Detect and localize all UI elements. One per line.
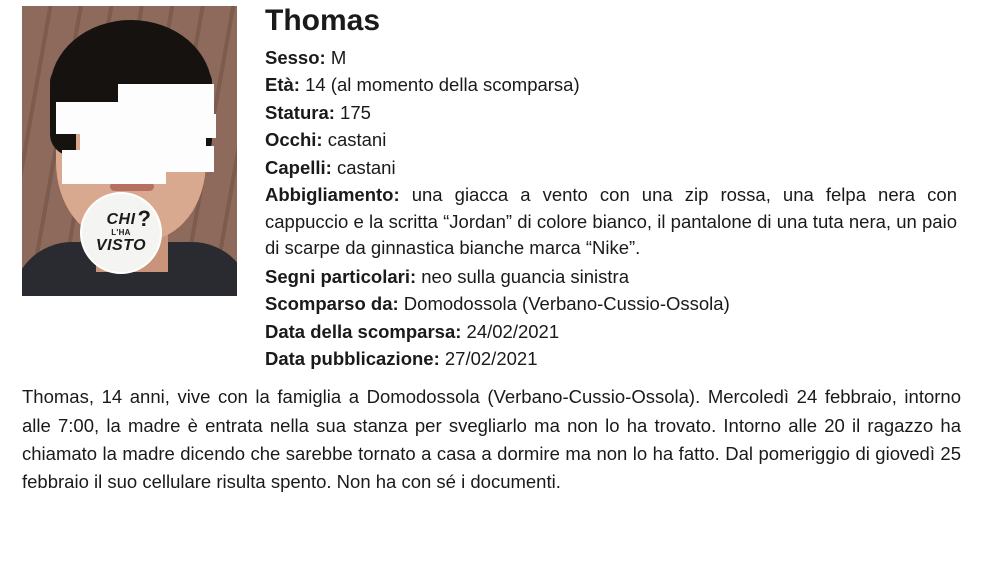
field-label: Occhi:: [265, 129, 323, 151]
field-value: castani: [327, 129, 387, 151]
field-capelli: [265, 155, 957, 181]
logo-line-3: VISTO: [95, 237, 147, 255]
field-value: 14 (al momento della scomparsa): [305, 74, 580, 96]
field-eta: [265, 72, 957, 98]
field-label: Capelli:: [265, 156, 332, 178]
logo-line-1: CHI: [106, 210, 136, 228]
field-label: Data della scomparsa:: [265, 320, 462, 342]
field-value: 24/02/2021: [466, 320, 560, 342]
field-label: Abbigliamento:: [265, 184, 400, 206]
page-title: Thomas: [265, 4, 381, 37]
field-label: Statura:: [265, 101, 335, 123]
field-value: M: [330, 47, 347, 68]
field-abbigliamento: [265, 182, 957, 261]
field-label: Età:: [265, 74, 300, 96]
field-label: Scomparso da:: [265, 293, 399, 315]
field-data-scomparsa: [265, 319, 957, 345]
field-statura: [265, 100, 957, 126]
field-label: Segni particolari:: [265, 265, 417, 287]
person-photo: [22, 6, 237, 296]
field-segni-particolari: [265, 264, 957, 290]
field-label: Sesso:: [265, 47, 326, 68]
censor-block: [118, 84, 214, 114]
case-description: Thomas, 14 anni, vive con la famiglia a Domodossola (Verbano-Cussio-Ossola). Mercoledì 24 febbraio, intorno alle 7:00, la madre è entrata nella sua stanza per svegliarlo ma non lo ha trovato. Intorno alle 20 il ragazzo ha chiamato la madre dicendo che sarebbe tornato a casa a dormire ma non lo ha fatto. Dal pomeriggio di giovedì 25 febbraio il suo cellulare risulta spento. Non ha con sé i documenti.: [22, 386, 961, 492]
chi-lha-visto-logo: [80, 192, 162, 274]
logo-line-2: L'HA: [111, 227, 131, 237]
field-occhi: [265, 127, 957, 153]
field-value: 175: [340, 101, 371, 123]
censor-block: [172, 114, 216, 138]
field-data-pubblicazione: [265, 346, 957, 372]
field-value: neo sulla guancia sinistra: [421, 265, 630, 287]
question-mark-icon: ?: [137, 206, 151, 231]
field-label: Data pubblicazione:: [265, 347, 440, 369]
field-value: Domodossola (Verbano-Cussio-Ossola): [403, 293, 730, 315]
person-details: [237, 0, 983, 373]
field-value: 27/02/2021: [444, 347, 538, 369]
field-scomparso-da: [265, 291, 957, 317]
field-sesso: [265, 45, 957, 71]
field-value: castani: [336, 156, 396, 178]
field-value: una giacca a vento con una zip rossa, una felpa nera con cappuccio e la scritta “Jordan” di colore bianco, il pantalone di una tuta nera, un paio di scarpe da ginnastica bianche marca “Nike”.: [265, 184, 957, 259]
censor-block: [142, 146, 214, 172]
